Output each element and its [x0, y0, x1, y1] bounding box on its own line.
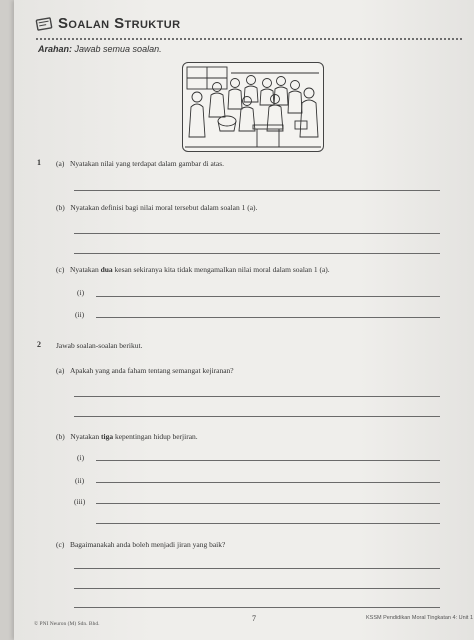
worksheet-page	[14, 0, 474, 640]
question-2b-label: (b)	[56, 432, 65, 441]
question-2c	[56, 540, 225, 549]
question-1c-i: (i)	[77, 288, 85, 297]
question-1b-text: Nyatakan definisi bagi nilai moral tersebut dalam soalan 1 (a).	[70, 203, 258, 212]
question-2b	[56, 432, 198, 441]
question-2b-ii: (ii)	[75, 476, 85, 485]
question-2a-label: (a)	[56, 366, 65, 375]
question-2b-text-pre: Nyatakan	[70, 432, 101, 441]
question-2b-bold: tiga	[101, 432, 114, 441]
answer-line[interactable]	[74, 568, 440, 569]
footer-publisher: © PNI Neuron (M) Sdn. Bhd.	[34, 621, 100, 627]
question-2b-i: (i)	[77, 453, 85, 462]
pencil-icon	[35, 15, 54, 34]
answer-line[interactable]	[96, 482, 440, 483]
question-1a	[56, 159, 224, 168]
question-2b-iii: (iii)	[74, 497, 86, 506]
answer-line[interactable]	[74, 233, 440, 234]
section-title: Soalan Struktur	[58, 15, 181, 32]
footer-book-title: KSSM Pendidikan Moral Tingkatan 4: Unit 1	[366, 615, 474, 621]
question-2a-text: Apakah yang anda faham tentang semangat kejiranan?	[69, 366, 234, 375]
answer-line[interactable]	[96, 523, 440, 524]
question-1b-label: (b)	[56, 203, 65, 212]
answer-line[interactable]	[74, 607, 440, 608]
instruction-text: Jawab semua soalan.	[74, 44, 162, 54]
answer-line[interactable]	[74, 190, 440, 191]
illustration	[182, 62, 324, 152]
question-1a-text: Nyatakan nilai yang terdapat dalam gambar di atas.	[69, 159, 225, 168]
answer-line[interactable]	[74, 588, 440, 589]
question-2c-text: Bagaimanakah anda boleh menjadi jiran yang baik?	[69, 540, 226, 549]
question-1c-bold: dua	[100, 265, 113, 274]
question-1c-label: (c)	[56, 265, 65, 274]
answer-line[interactable]	[74, 253, 440, 254]
question-2a	[56, 366, 234, 375]
question-1c	[56, 265, 330, 274]
answer-line[interactable]	[96, 503, 440, 504]
answer-line[interactable]	[96, 317, 440, 318]
question-1-number: 1	[37, 158, 41, 167]
header-divider	[36, 38, 462, 40]
question-2-number: 2	[37, 340, 41, 349]
question-1b	[56, 203, 257, 212]
answer-line[interactable]	[96, 460, 440, 461]
question-1c-ii: (ii)	[75, 310, 85, 319]
page-number: 7	[252, 614, 256, 623]
instruction	[38, 44, 162, 54]
question-1c-text-pre: Nyatakan	[69, 265, 101, 274]
question-2c-label: (c)	[56, 540, 65, 549]
answer-line[interactable]	[96, 296, 440, 297]
question-1c-text-post: kesan sekiranya kita tidak mengamalkan nilai moral dalam soalan 1 (a).	[112, 265, 330, 274]
question-2-text: Jawab soalan-soalan berikut.	[56, 341, 143, 350]
question-2b-text-post: kepentingan hidup berjiran.	[113, 432, 198, 441]
section-header	[36, 14, 462, 42]
answer-line[interactable]	[74, 416, 440, 417]
instruction-label: Arahan:	[38, 44, 73, 54]
question-1a-label: (a)	[56, 159, 65, 168]
answer-line[interactable]	[74, 396, 440, 397]
